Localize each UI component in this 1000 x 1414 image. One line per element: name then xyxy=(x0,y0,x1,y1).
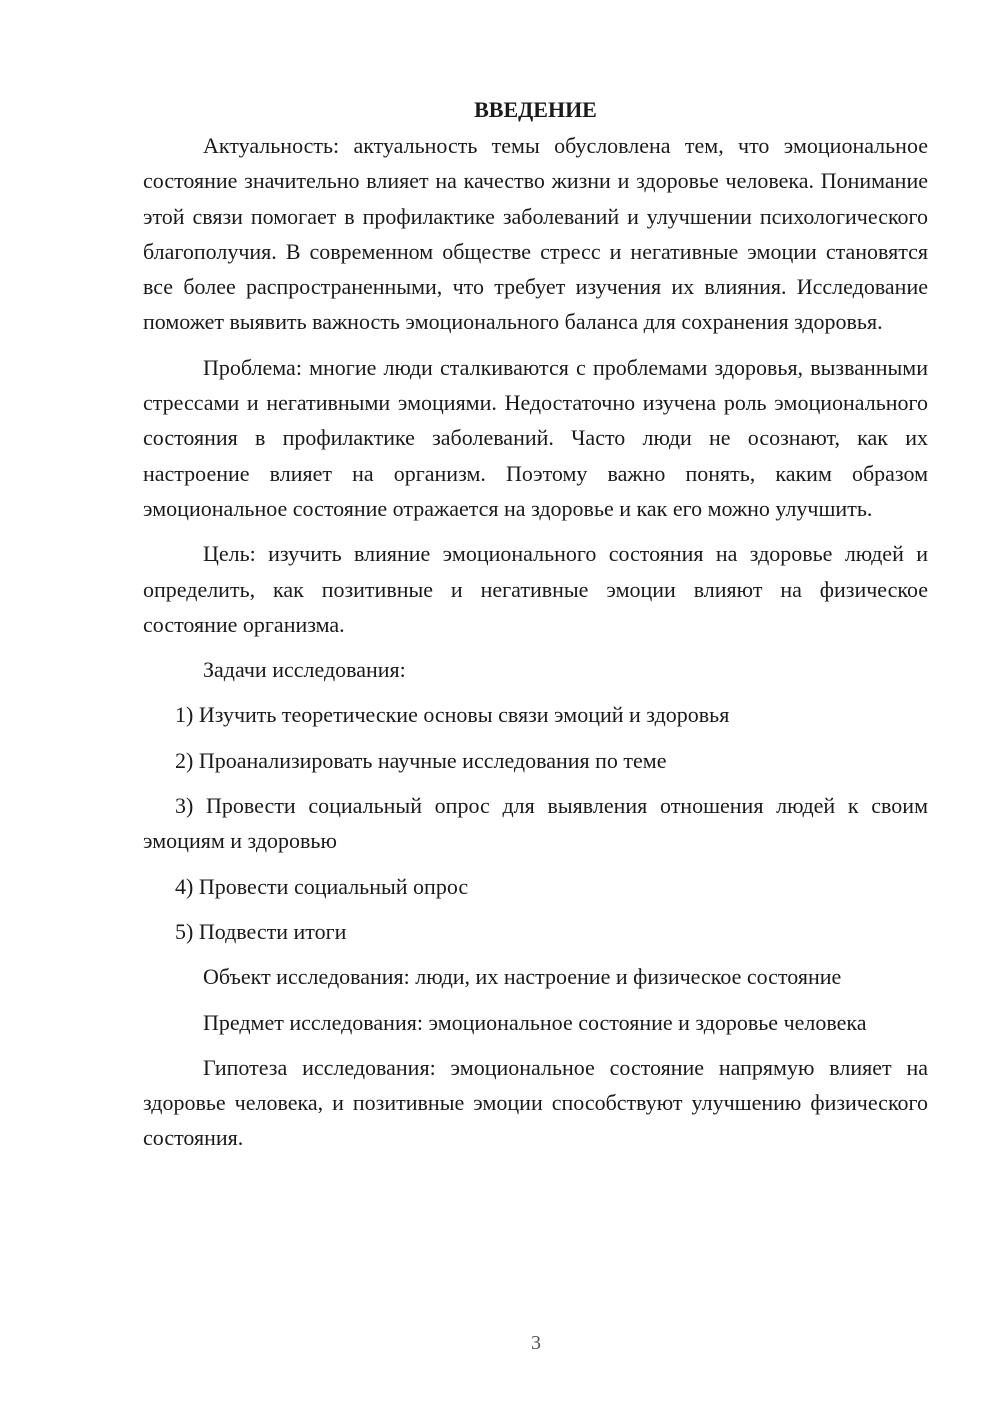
goal-paragraph: Цель: изучить влияние эмоционального состояния на здоровье людей и определить, как позитивные и негативные эмоции влияют на физическое состояние организма. xyxy=(143,541,928,637)
list-item: 3) Провести социальный опрос для выявления отношения людей к своим эмоциям и здоровью xyxy=(143,793,928,854)
section-heading: ВВЕДЕНИЕ xyxy=(474,97,597,122)
tasks-title: Задачи исследования: xyxy=(203,657,406,683)
subject-paragraph: Предмет исследования: эмоциональное состояние и здоровье человека xyxy=(203,1009,867,1035)
page-number: 3 xyxy=(531,1332,541,1354)
problem-paragraph: Проблема: многие люди сталкиваются с проблемами здоровья, вызванными стрессами и негативными эмоциями. Недостаточно изучена роль эмоционального состояния в профилактике заболеваний. Часто люди не осознают, как их настроение влияет на организм. Поэтому важно понять, каким образом эмоциональное состояние отражается на здоровье и как его можно улучшить. xyxy=(143,354,928,521)
tasks-list xyxy=(143,697,928,949)
list-item: 2) Проанализировать научные исследования по теме xyxy=(175,747,667,773)
list-item: 4) Провести социальный опрос xyxy=(175,873,469,899)
list-item: 1) Изучить теоретические основы связи эмоций и здоровья xyxy=(175,702,730,728)
hypothesis-paragraph: Гипотеза исследования: эмоциональное состояние напрямую влияет на здоровье человека, и позитивные эмоции способствуют улучшению физического состояния. xyxy=(143,1054,928,1151)
object-paragraph: Объект исследования: люди, их настроение и физическое состояние xyxy=(203,964,842,990)
document-page xyxy=(143,92,928,1166)
list-item: 5) Подвести итоги xyxy=(175,918,347,944)
relevance-paragraph: Актуальность: актуальность темы обусловлена тем, что эмоциональное состояние значительно влияет на качество жизни и здоровье человека. Понимание этой связи помогает в профилактике заболеваний и улучшении психологического благополучия. В современном обществе стресс и негативные эмоции становятся все более распространенными, что требует изучения их влияния. Исследование поможет выявить важность эмоционального баланса для сохранения здоровья. xyxy=(143,133,928,335)
